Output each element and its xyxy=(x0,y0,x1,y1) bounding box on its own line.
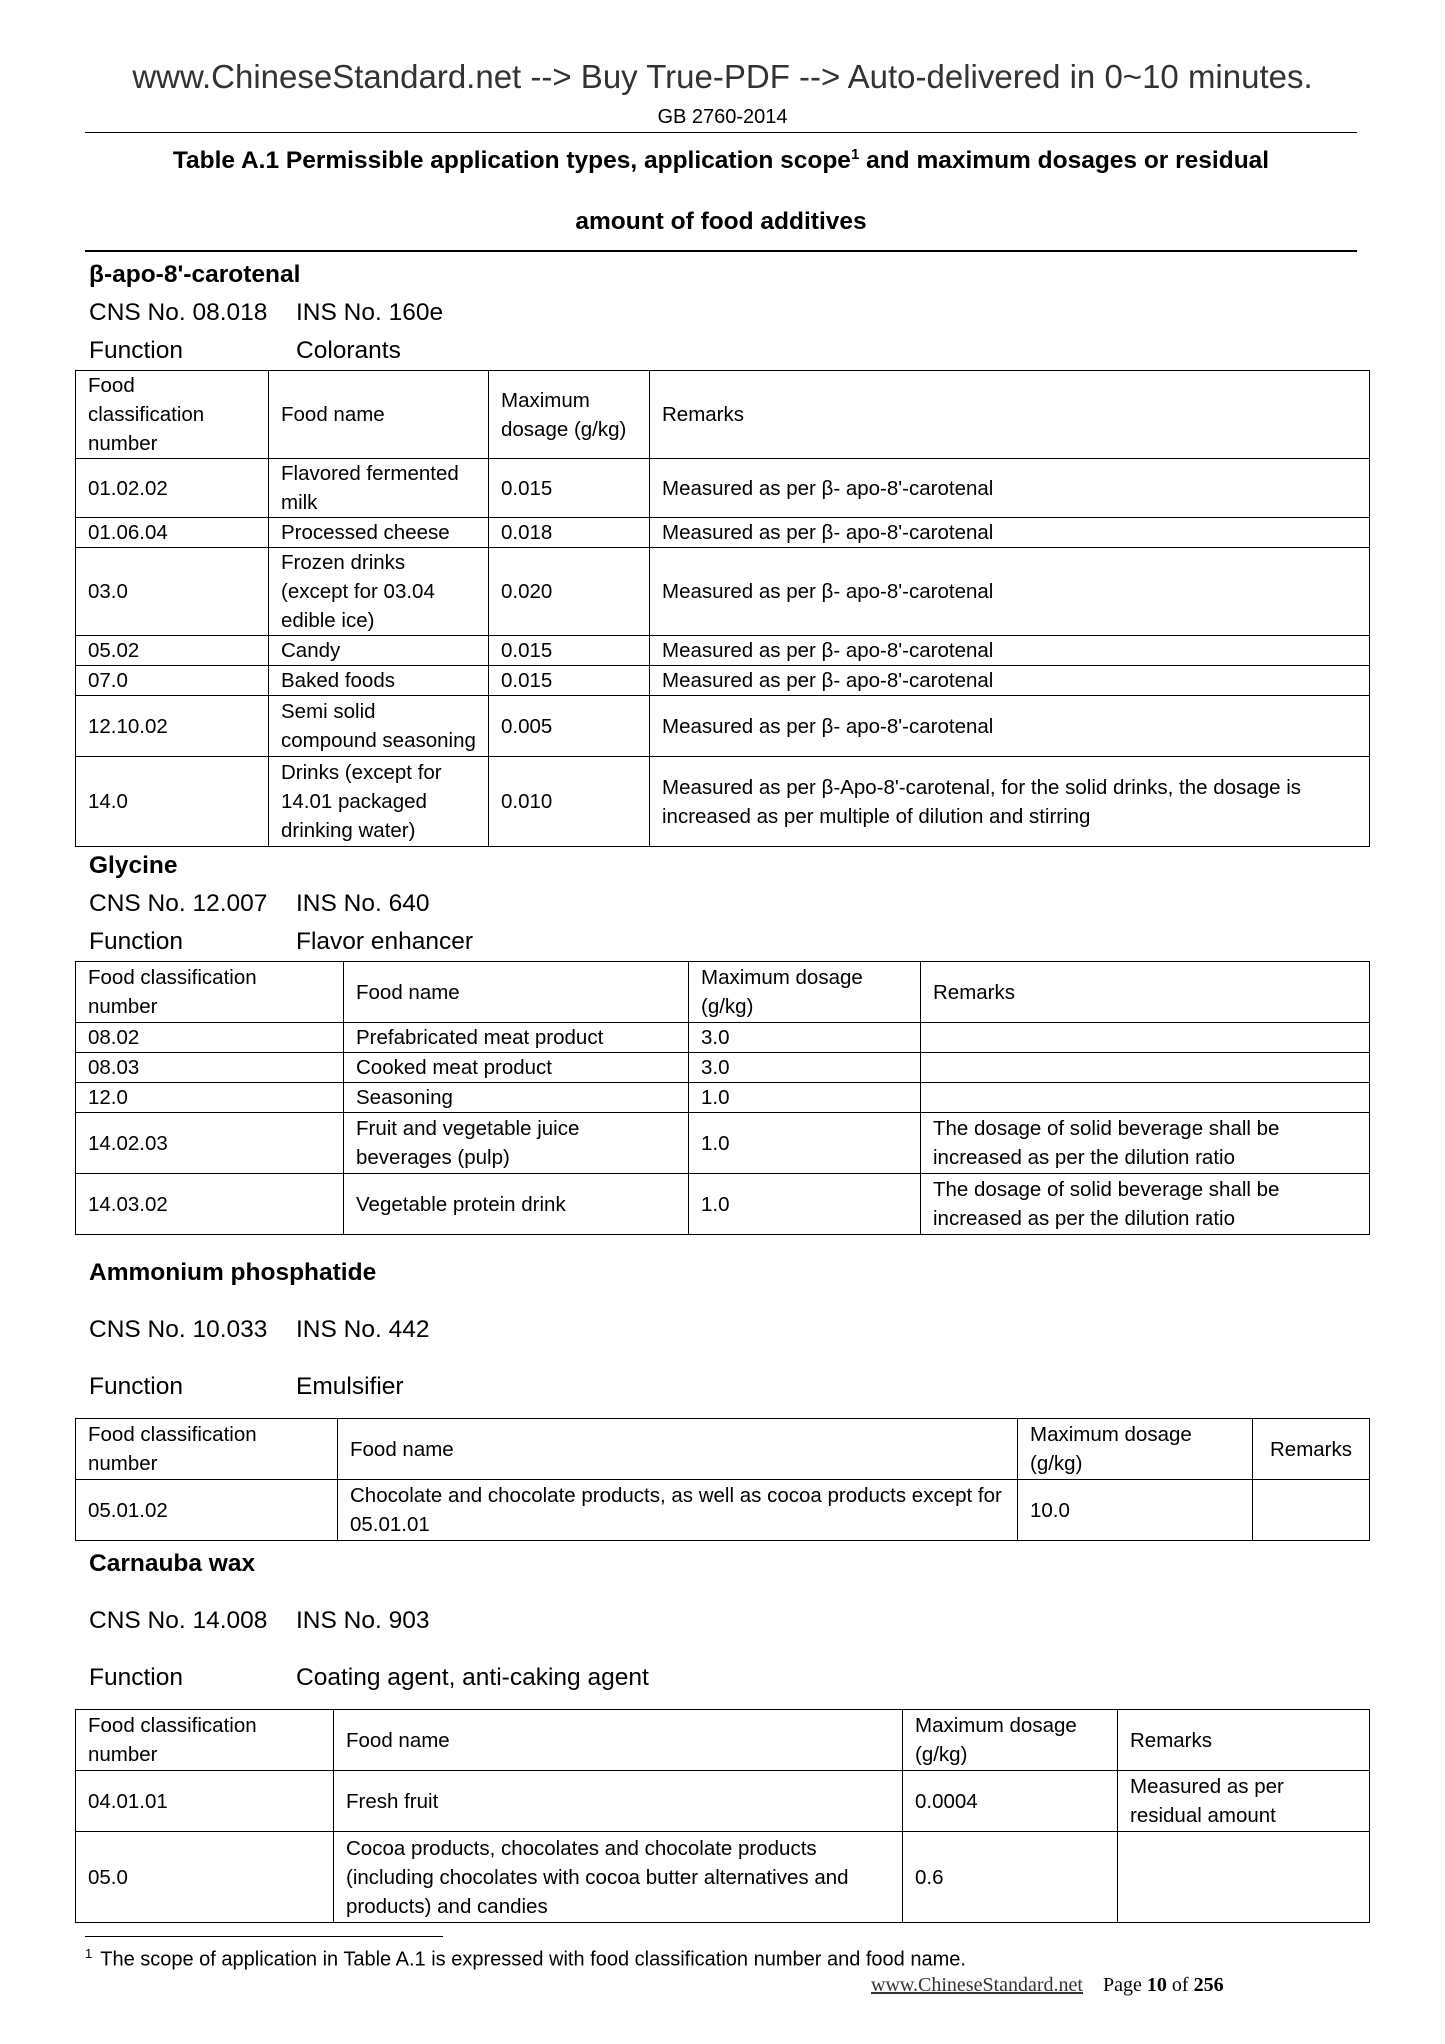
footnote-mark: 1 xyxy=(85,1946,93,1961)
spacer xyxy=(75,1640,1369,1659)
cell-food-name: Seasoning xyxy=(344,1083,689,1113)
cell-remarks: Measured as per β- apo-8'-carotenal xyxy=(650,459,1370,518)
header-max-dosage: Maximum dosage (g/kg) xyxy=(689,962,921,1023)
additive-section xyxy=(75,1235,1369,1541)
table-row xyxy=(76,1480,1370,1541)
cell-remarks: Measured as per β-Apo-8'-carotenal, for the solid drinks, the dosage is increased as per multiple of dilution and stirring xyxy=(650,757,1370,847)
additive-ids xyxy=(89,1602,1369,1640)
cell-remarks: The dosage of solid beverage shall be increased as per the dilution ratio xyxy=(921,1174,1370,1235)
cell-food-name: Candy xyxy=(269,636,489,666)
table-row xyxy=(76,696,1370,757)
ins-number: INS No. 903 xyxy=(296,1607,430,1634)
header-remarks: Remarks xyxy=(921,962,1370,1023)
cell-max-dosage: 0.015 xyxy=(489,459,650,518)
cell-remarks: Measured as per β- apo-8'-carotenal xyxy=(650,636,1370,666)
page-total: 256 xyxy=(1193,1974,1224,1996)
cell-food-name: Vegetable protein drink xyxy=(344,1174,689,1235)
cell-food-name: Drinks (except for 14.01 packaged drinking water) xyxy=(269,757,489,847)
cell-remarks xyxy=(1118,1832,1370,1923)
table-row xyxy=(76,1053,1370,1083)
cell-classification: 07.0 xyxy=(76,666,269,696)
table-row xyxy=(76,1832,1370,1923)
dosage-table xyxy=(75,961,1370,1235)
dosage-table xyxy=(75,1709,1370,1923)
cell-remarks: The dosage of solid beverage shall be increased as per the dilution ratio xyxy=(921,1113,1370,1174)
table-title xyxy=(85,146,1357,236)
spacer xyxy=(75,1697,1369,1709)
cell-food-name: Fruit and vegetable juice beverages (pulp) xyxy=(344,1113,689,1174)
cell-remarks xyxy=(921,1023,1370,1053)
cell-max-dosage: 0.6 xyxy=(903,1832,1118,1923)
table-header-row xyxy=(76,1710,1370,1771)
cell-classification: 08.02 xyxy=(76,1023,344,1053)
cell-classification: 05.01.02 xyxy=(76,1480,338,1541)
cell-classification: 12.10.02 xyxy=(76,696,269,757)
function-label: Function xyxy=(89,1664,183,1691)
header-food-name: Food name xyxy=(269,371,489,459)
title-rule xyxy=(85,250,1357,252)
cell-max-dosage: 1.0 xyxy=(689,1083,921,1113)
cell-food-name: Semi solid compound seasoning xyxy=(269,696,489,757)
function-label: Function xyxy=(89,1373,183,1400)
standard-number: GB 2760-2014 xyxy=(657,106,788,128)
table-row xyxy=(76,1174,1370,1235)
additive-function xyxy=(89,923,1369,961)
footnote-reference[interactable]: 1 xyxy=(850,146,860,163)
footnote-text: The scope of application in Table A.1 is expressed with food classification number and food name. xyxy=(100,1948,966,1971)
cell-remarks: Measured as per residual amount xyxy=(1118,1771,1370,1832)
function-value: Flavor enhancer xyxy=(296,928,474,955)
header-remarks: Remarks xyxy=(650,371,1370,459)
cell-max-dosage: 0.005 xyxy=(489,696,650,757)
additive-section xyxy=(75,256,1369,847)
header-food-name: Food name xyxy=(338,1419,1018,1480)
cell-classification: 05.0 xyxy=(76,1832,334,1923)
header-max-dosage: Maximum dosage (g/kg) xyxy=(1018,1419,1253,1480)
function-label: Function xyxy=(89,337,183,364)
page-current: 10 xyxy=(1146,1974,1167,1996)
table-title-part-2: and maximum dosages or residual xyxy=(859,147,1270,175)
cell-max-dosage: 3.0 xyxy=(689,1023,921,1053)
page-footer xyxy=(871,1974,1224,1997)
cell-max-dosage: 1.0 xyxy=(689,1113,921,1174)
additive-ids xyxy=(89,885,1369,923)
cell-remarks xyxy=(1253,1480,1370,1541)
additive-function xyxy=(89,1659,1369,1697)
cell-classification: 01.02.02 xyxy=(76,459,269,518)
table-header-row xyxy=(76,371,1370,459)
cell-classification: 01.06.04 xyxy=(76,518,269,548)
cell-max-dosage: 10.0 xyxy=(1018,1480,1253,1541)
function-value: Colorants xyxy=(296,337,401,364)
cell-food-name: Flavored fermented milk xyxy=(269,459,489,518)
cell-remarks: Measured as per β- apo-8'-carotenal xyxy=(650,666,1370,696)
additive-section xyxy=(75,847,1369,1235)
cell-food-name: Chocolate and chocolate products, as well as cocoa products except for 05.01.01 xyxy=(338,1480,1018,1541)
cns-number: CNS No. 14.008 xyxy=(89,1607,268,1634)
cell-remarks: Measured as per β- apo-8'-carotenal xyxy=(650,696,1370,757)
page-prefix: Page xyxy=(1103,1974,1147,1996)
additive-name: β-apo-8'-carotenal xyxy=(89,261,301,288)
cell-max-dosage: 0.010 xyxy=(489,757,650,847)
cns-number: CNS No. 12.007 xyxy=(89,890,268,917)
spacer xyxy=(75,1349,1369,1368)
cell-classification: 04.01.01 xyxy=(76,1771,334,1832)
function-label: Function xyxy=(89,928,183,955)
table-row xyxy=(76,1023,1370,1053)
cell-classification: 08.03 xyxy=(76,1053,344,1083)
spacer xyxy=(75,1406,1369,1418)
table-row xyxy=(76,459,1370,518)
cns-number: CNS No. 08.018 xyxy=(89,299,268,326)
footer-site-link[interactable]: www.ChineseStandard.net xyxy=(871,1974,1083,1996)
footnote-rule xyxy=(85,1936,443,1937)
cell-max-dosage: 0.018 xyxy=(489,518,650,548)
cell-remarks xyxy=(921,1053,1370,1083)
dosage-table xyxy=(75,370,1370,847)
header-food-name: Food name xyxy=(344,962,689,1023)
table-row xyxy=(76,1113,1370,1174)
cell-food-name: Fresh fruit xyxy=(334,1771,903,1832)
ins-number: INS No. 640 xyxy=(296,890,430,917)
cell-food-name: Baked foods xyxy=(269,666,489,696)
cell-food-name: Cocoa products, chocolates and chocolate products (including chocolates with cocoa butter alternatives and products) and candies xyxy=(334,1832,903,1923)
cell-classification: 14.0 xyxy=(76,757,269,847)
cell-classification: 14.02.03 xyxy=(76,1113,344,1174)
cell-classification: 05.02 xyxy=(76,636,269,666)
cell-max-dosage: 3.0 xyxy=(689,1053,921,1083)
table-row xyxy=(76,1083,1370,1113)
function-value: Coating agent, anti-caking agent xyxy=(296,1664,649,1691)
cell-max-dosage: 0.015 xyxy=(489,636,650,666)
header-rule xyxy=(85,132,1357,133)
dosage-table xyxy=(75,1418,1370,1541)
header-remarks: Remarks xyxy=(1118,1710,1370,1771)
header-classification: Food classification number xyxy=(76,371,269,459)
cell-food-name: Frozen drinks (except for 03.04 edible ice) xyxy=(269,548,489,636)
table-row xyxy=(76,636,1370,666)
additive-name: Carnauba wax xyxy=(89,1550,256,1577)
cell-remarks: Measured as per β- apo-8'-carotenal xyxy=(650,548,1370,636)
cell-max-dosage: 0.020 xyxy=(489,548,650,636)
site-banner[interactable]: www.ChineseStandard.net --> Buy True-PDF --> Auto-delivered in 0~10 minutes. xyxy=(132,58,1313,95)
cell-remarks: Measured as per β- apo-8'-carotenal xyxy=(650,518,1370,548)
cell-food-name: Cooked meat product xyxy=(344,1053,689,1083)
cell-classification: 12.0 xyxy=(76,1083,344,1113)
ins-number: INS No. 442 xyxy=(296,1316,430,1343)
additive-section xyxy=(75,1541,1369,1923)
cell-classification: 14.03.02 xyxy=(76,1174,344,1235)
additive-name: Ammonium phosphatide xyxy=(89,1259,377,1286)
table-row xyxy=(76,666,1370,696)
header-max-dosage: Maximum dosage (g/kg) xyxy=(489,371,650,459)
cell-max-dosage: 0.0004 xyxy=(903,1771,1118,1832)
table-row xyxy=(76,757,1370,847)
table-title-line-2: amount of food additives xyxy=(575,207,867,235)
header-max-dosage: Maximum dosage (g/kg) xyxy=(903,1710,1118,1771)
footnote xyxy=(85,1946,966,1972)
additives-content xyxy=(75,256,1369,1923)
spacer xyxy=(75,1583,1369,1602)
spacer xyxy=(75,1235,1369,1254)
cell-classification: 03.0 xyxy=(76,548,269,636)
cell-max-dosage: 1.0 xyxy=(689,1174,921,1235)
table-header-row xyxy=(76,962,1370,1023)
additive-name: Glycine xyxy=(89,852,178,879)
table-header-row xyxy=(76,1419,1370,1480)
cns-number: CNS No. 10.033 xyxy=(89,1316,268,1343)
header-classification: Food classification number xyxy=(76,1710,334,1771)
table-row xyxy=(76,548,1370,636)
cell-food-name: Prefabricated meat product xyxy=(344,1023,689,1053)
spacer xyxy=(75,1292,1369,1311)
page-of: of xyxy=(1166,1974,1194,1996)
cell-max-dosage: 0.015 xyxy=(489,666,650,696)
ins-number: INS No. 160e xyxy=(296,299,444,326)
header-remarks: Remarks xyxy=(1253,1419,1370,1480)
function-value: Emulsifier xyxy=(296,1373,404,1400)
table-title-part-1: Table A.1 Permissible application types, application scope xyxy=(172,147,851,175)
table-row xyxy=(76,518,1370,548)
additive-ids xyxy=(89,1311,1369,1349)
table-title-line-1 xyxy=(85,146,1357,176)
header-classification: Food classification number xyxy=(76,1419,338,1480)
additive-ids xyxy=(89,294,1369,332)
cell-remarks xyxy=(921,1083,1370,1113)
additive-function xyxy=(89,1368,1369,1406)
table-row xyxy=(76,1771,1370,1832)
cell-food-name: Processed cheese xyxy=(269,518,489,548)
header-classification: Food classification number xyxy=(76,962,344,1023)
additive-function xyxy=(89,332,1369,370)
header-food-name: Food name xyxy=(334,1710,903,1771)
